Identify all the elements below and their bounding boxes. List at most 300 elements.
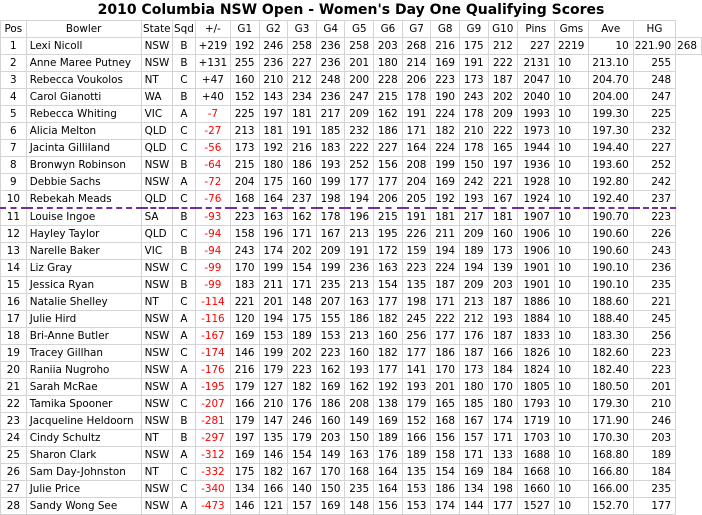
cell-g9: 242 xyxy=(460,174,489,191)
cell-pins: 1886 xyxy=(517,294,554,311)
cell-g5: 168 xyxy=(345,464,374,481)
cell-ave: 183.30 xyxy=(588,328,633,345)
cell-plus-minus: -281 xyxy=(195,413,230,430)
cell-state: VIC xyxy=(141,106,172,123)
cell-hg: 223 xyxy=(633,345,675,362)
cell-g9: 167 xyxy=(460,413,489,430)
cell-gms: 10 xyxy=(554,311,588,328)
cell-ave: 190.60 xyxy=(588,226,633,243)
cell-ave: 170.30 xyxy=(588,430,633,447)
cell-pos: 25 xyxy=(1,447,27,464)
table-row xyxy=(1,481,702,498)
cell-g10: 180 xyxy=(488,396,517,413)
table-row xyxy=(1,38,702,55)
cell-g3: 186 xyxy=(288,157,317,174)
cell-g3: 202 xyxy=(288,243,317,260)
header-sqd: Sqd xyxy=(172,21,195,38)
cell-pins: 1944 xyxy=(517,140,554,157)
cell-ave: 171.90 xyxy=(588,413,633,430)
cell-g2: 211 xyxy=(259,277,288,294)
cell-gms: 10 xyxy=(554,89,588,106)
cell-g10: 222 xyxy=(488,55,517,72)
cell-sqd: B xyxy=(172,277,195,294)
cell-hg: 177 xyxy=(633,498,675,515)
cell-g5: 222 xyxy=(345,140,374,157)
cell-state: NSW xyxy=(141,174,172,191)
cell-state: QLD xyxy=(141,123,172,140)
cell-sqd: A xyxy=(172,379,195,396)
cell-plus-minus: -94 xyxy=(195,243,230,260)
table-row xyxy=(1,498,702,515)
cell-g5: 163 xyxy=(345,447,374,464)
cell-g1: 179 xyxy=(230,379,259,396)
cell-g5: 162 xyxy=(345,379,374,396)
cell-g7: 179 xyxy=(402,396,431,413)
cell-g6: 172 xyxy=(374,243,403,260)
cell-plus-minus: -195 xyxy=(195,379,230,396)
header-bowler: Bowler xyxy=(26,21,141,38)
cell-g10: 198 xyxy=(488,481,517,498)
cell-state: NSW xyxy=(141,328,172,345)
cell-g8: 182 xyxy=(431,123,460,140)
cell-state: NSW xyxy=(141,260,172,277)
cell-gms: 10 xyxy=(554,294,588,311)
cell-g8: 222 xyxy=(431,311,460,328)
cell-g7: 223 xyxy=(402,260,431,277)
cell-g6: 228 xyxy=(374,72,403,89)
cell-bowler: Narelle Baker xyxy=(26,243,141,260)
cell-bowler: Liz Gray xyxy=(26,260,141,277)
cell-g4: 248 xyxy=(316,72,345,89)
table-row xyxy=(1,123,702,140)
cell-g7: 135 xyxy=(402,464,431,481)
cell-g4: 167 xyxy=(316,226,345,243)
cell-pos: 2 xyxy=(1,55,27,72)
cell-g3: 179 xyxy=(288,430,317,447)
cell-pos: 13 xyxy=(1,243,27,260)
cell-plus-minus: -312 xyxy=(195,447,230,464)
cell-g8: 170 xyxy=(431,362,460,379)
cell-hg: 210 xyxy=(633,396,675,413)
cell-g8: 165 xyxy=(431,396,460,413)
cell-g1: 146 xyxy=(230,345,259,362)
cell-pos: 4 xyxy=(1,89,27,106)
cell-g7: 268 xyxy=(402,38,431,55)
cell-pins: 1901 xyxy=(517,277,554,294)
cell-g7: 189 xyxy=(402,447,431,464)
cell-g1: 169 xyxy=(230,447,259,464)
cell-g8: 190 xyxy=(431,89,460,106)
cell-g8: 224 xyxy=(431,106,460,123)
cell-g5: 208 xyxy=(345,396,374,413)
cell-g5: 258 xyxy=(345,38,374,55)
cell-g9: 173 xyxy=(460,362,489,379)
cell-g8: 158 xyxy=(431,447,460,464)
cell-state: NSW xyxy=(141,498,172,515)
cell-g4: 186 xyxy=(316,396,345,413)
cell-hg: 227 xyxy=(633,140,675,157)
cell-g4: 203 xyxy=(316,430,345,447)
cell-g2: 163 xyxy=(259,208,288,226)
cell-gms: 10 xyxy=(554,140,588,157)
cell-g9: 169 xyxy=(460,464,489,481)
cell-g4: 207 xyxy=(316,294,345,311)
cell-g8: 174 xyxy=(431,498,460,515)
cell-g6: 156 xyxy=(374,157,403,174)
cell-g3: 154 xyxy=(288,260,317,277)
cell-plus-minus: -27 xyxy=(195,123,230,140)
cell-sqd: C xyxy=(172,226,195,243)
cell-g1: 169 xyxy=(230,328,259,345)
cell-g7: 164 xyxy=(402,140,431,157)
cell-bowler: Sam Day-Johnston xyxy=(26,464,141,481)
cell-g5: 213 xyxy=(345,226,374,243)
cell-g4: 162 xyxy=(316,362,345,379)
cell-ave: 204.70 xyxy=(588,72,633,89)
cell-g1: 134 xyxy=(230,481,259,498)
cell-g4: 183 xyxy=(316,140,345,157)
cell-g6: 189 xyxy=(374,430,403,447)
cell-gms: 10 xyxy=(554,413,588,430)
cell-g3: 246 xyxy=(288,413,317,430)
cell-ave: 197.30 xyxy=(588,123,633,140)
cell-g5: 191 xyxy=(345,243,374,260)
cell-sqd: C xyxy=(172,396,195,413)
cell-pins: 1793 xyxy=(517,396,554,413)
cell-state: NSW xyxy=(141,157,172,174)
cell-ave: 179.30 xyxy=(588,396,633,413)
header-state: State xyxy=(141,21,172,38)
cell-g3: 181 xyxy=(288,106,317,123)
cell-g3: 216 xyxy=(288,140,317,157)
cell-ave: 166.00 xyxy=(588,481,633,498)
cell-g1: 243 xyxy=(230,243,259,260)
cell-hg: 201 xyxy=(633,379,675,396)
cell-bowler: Raniia Nugroho xyxy=(26,362,141,379)
cell-g8: 186 xyxy=(431,345,460,362)
cell-ave: 192.40 xyxy=(588,191,633,209)
cell-ave: 182.60 xyxy=(588,345,633,362)
cell-g2: 146 xyxy=(259,447,288,464)
cell-g6: 195 xyxy=(374,226,403,243)
cell-g10: 177 xyxy=(488,498,517,515)
cell-plus-minus: -56 xyxy=(195,140,230,157)
cell-gms: 10 xyxy=(554,226,588,243)
cell-hg: 247 xyxy=(633,89,675,106)
cell-bowler: Hayley Taylor xyxy=(26,226,141,243)
cell-plus-minus: -64 xyxy=(195,157,230,174)
cell-plus-minus: -76 xyxy=(195,191,230,209)
cell-g5: 200 xyxy=(345,72,374,89)
cell-pos: 6 xyxy=(1,123,27,140)
cell-g8: 192 xyxy=(431,191,460,209)
cell-g4: 236 xyxy=(316,38,345,55)
header-g7: G7 xyxy=(402,21,431,38)
header-hg: HG xyxy=(633,21,675,38)
cell-plus-minus: -176 xyxy=(195,362,230,379)
cell-sqd: A xyxy=(172,447,195,464)
cell-g9: 134 xyxy=(460,481,489,498)
cell-pos: 20 xyxy=(1,362,27,379)
cell-g10: 166 xyxy=(488,345,517,362)
cell-ave: 194.40 xyxy=(588,140,633,157)
header-g3: G3 xyxy=(288,21,317,38)
table-row xyxy=(1,311,702,328)
cell-ave: 190.60 xyxy=(588,243,633,260)
cell-hg: 246 xyxy=(633,413,675,430)
cell-g1: 170 xyxy=(230,260,259,277)
cell-g6: 156 xyxy=(374,498,403,515)
cell-state: QLD xyxy=(141,226,172,243)
cell-g3: 175 xyxy=(288,311,317,328)
cell-g1: 255 xyxy=(230,55,259,72)
cell-g9: 185 xyxy=(460,396,489,413)
cell-g1: 166 xyxy=(230,396,259,413)
cell-g6: 177 xyxy=(374,294,403,311)
cell-ave: 199.30 xyxy=(588,106,633,123)
cell-hg: 223 xyxy=(633,362,675,379)
cell-g4: 160 xyxy=(316,413,345,430)
table-row xyxy=(1,89,702,106)
cell-sqd: B xyxy=(172,157,195,174)
header-g9: G9 xyxy=(460,21,489,38)
cell-g5: 247 xyxy=(345,89,374,106)
cell-plus-minus: -7 xyxy=(195,106,230,123)
cell-bowler: Anne Maree Putney xyxy=(26,55,141,72)
cell-state: QLD xyxy=(141,140,172,157)
cell-g7: 141 xyxy=(402,362,431,379)
cell-g10: 212 xyxy=(488,38,517,55)
table-row xyxy=(1,294,702,311)
cell-g3: 202 xyxy=(288,345,317,362)
cell-g6: 164 xyxy=(374,481,403,498)
cell-g8: 168 xyxy=(431,413,460,430)
cell-pos: 19 xyxy=(1,345,27,362)
cell-g4: 185 xyxy=(316,123,345,140)
cell-g9: 194 xyxy=(460,260,489,277)
cell-ave: 180.50 xyxy=(588,379,633,396)
cell-g2: 180 xyxy=(259,157,288,174)
cell-sqd: A xyxy=(172,362,195,379)
cell-pins: 1928 xyxy=(517,174,554,191)
cell-sqd: C xyxy=(172,140,195,157)
cell-sqd: B xyxy=(172,413,195,430)
header-row xyxy=(1,21,702,38)
cell-ave: 190.70 xyxy=(588,208,633,226)
cell-bowler: Tracey Gillhan xyxy=(26,345,141,362)
cell-gms: 10 xyxy=(554,123,588,140)
cell-hg: 225 xyxy=(633,106,675,123)
cell-g7: 152 xyxy=(402,413,431,430)
cell-bowler: Rebecca Whiting xyxy=(26,106,141,123)
cell-ave: 166.80 xyxy=(588,464,633,481)
cell-pos: 7 xyxy=(1,140,27,157)
cell-pins: 1901 xyxy=(517,260,554,277)
cell-hg: 248 xyxy=(633,72,675,89)
cell-g10: 187 xyxy=(488,72,517,89)
cell-sqd: A xyxy=(172,328,195,345)
cell-g2: 179 xyxy=(259,362,288,379)
cell-state: NSW xyxy=(141,481,172,498)
cell-sqd: B xyxy=(172,430,195,447)
cell-bowler: Cindy Schultz xyxy=(26,430,141,447)
cell-hg: 243 xyxy=(633,243,675,260)
cell-g8: 171 xyxy=(431,294,460,311)
cell-g2: 182 xyxy=(259,464,288,481)
cell-g8: 201 xyxy=(431,379,460,396)
cell-g1: 175 xyxy=(230,464,259,481)
cell-g9: 217 xyxy=(460,208,489,226)
header-pos: Pos xyxy=(1,21,27,38)
cell-hg: 232 xyxy=(633,123,675,140)
cell-g7: 245 xyxy=(402,311,431,328)
cell-g3: 212 xyxy=(288,72,317,89)
cell-gms: 10 xyxy=(554,277,588,294)
cell-g7: 198 xyxy=(402,294,431,311)
cell-g7: 208 xyxy=(402,157,431,174)
cell-state: NSW xyxy=(141,447,172,464)
cell-plus-minus: -473 xyxy=(195,498,230,515)
cell-g1: 213 xyxy=(230,123,259,140)
cell-hg: 255 xyxy=(633,55,675,72)
cell-gms: 10 xyxy=(554,106,588,123)
cell-g9: 150 xyxy=(460,157,489,174)
cell-g1: 168 xyxy=(230,191,259,209)
cell-gms: 10 xyxy=(554,243,588,260)
cell-g1: 179 xyxy=(230,413,259,430)
cell-ave: 190.10 xyxy=(588,260,633,277)
cell-bowler: Julie Hird xyxy=(26,311,141,328)
cell-g5: 160 xyxy=(345,345,374,362)
cell-g9: 157 xyxy=(460,430,489,447)
cell-g4: 199 xyxy=(316,174,345,191)
cell-g9: 243 xyxy=(460,89,489,106)
cell-sqd: C xyxy=(172,464,195,481)
cell-g1: 120 xyxy=(230,311,259,328)
cell-g2: 166 xyxy=(259,481,288,498)
cell-g4: 235 xyxy=(316,277,345,294)
cell-g7: 166 xyxy=(402,430,431,447)
cell-ave: 152.70 xyxy=(588,498,633,515)
cell-g2: 194 xyxy=(259,311,288,328)
cell-g2: 199 xyxy=(259,345,288,362)
cell-g10: 171 xyxy=(488,430,517,447)
cell-bowler: Sarah McRae xyxy=(26,379,141,396)
cell-g8: 211 xyxy=(431,226,460,243)
cell-gms: 10 xyxy=(554,447,588,464)
cell-bowler: Bri-Anne Butler xyxy=(26,328,141,345)
cell-state: NSW xyxy=(141,55,172,72)
cell-g7: 256 xyxy=(402,328,431,345)
cell-g4: 150 xyxy=(316,481,345,498)
cell-g5: 252 xyxy=(345,157,374,174)
cell-g9: 173 xyxy=(460,72,489,89)
cell-g10: 181 xyxy=(488,208,517,226)
cell-g6: 182 xyxy=(374,345,403,362)
cell-state: NSW xyxy=(141,396,172,413)
cell-sqd: C xyxy=(172,72,195,89)
cell-g8: 186 xyxy=(431,481,460,498)
cell-pins: 1719 xyxy=(517,413,554,430)
cell-state: NSW xyxy=(141,38,172,55)
cell-gms: 10 xyxy=(554,191,588,209)
cell-g3: 234 xyxy=(288,89,317,106)
cell-g3: 189 xyxy=(288,328,317,345)
cell-state: NT xyxy=(141,430,172,447)
cell-g10: 174 xyxy=(488,413,517,430)
header-g1: G1 xyxy=(230,21,259,38)
cell-plus-minus: -340 xyxy=(195,481,230,498)
cell-g8: 177 xyxy=(431,328,460,345)
cell-g9: 178 xyxy=(460,106,489,123)
cell-g4: 153 xyxy=(316,328,345,345)
cell-g8: 223 xyxy=(431,72,460,89)
cell-g3: 154 xyxy=(288,447,317,464)
cell-g4: 236 xyxy=(316,89,345,106)
cell-g6: 154 xyxy=(374,277,403,294)
cell-pos: 10 xyxy=(1,191,27,209)
cell-g10: 133 xyxy=(488,447,517,464)
cell-g3: 140 xyxy=(288,481,317,498)
table-row xyxy=(1,345,702,362)
cell-sqd: B xyxy=(172,243,195,260)
cell-pos: 22 xyxy=(1,396,27,413)
cell-g6: 160 xyxy=(374,328,403,345)
cell-g1: 152 xyxy=(230,89,259,106)
cell-hg: 221.90 xyxy=(633,38,675,55)
cell-g2: 201 xyxy=(259,294,288,311)
cell-g10: 209 xyxy=(488,106,517,123)
cell-pins: 1907 xyxy=(517,208,554,226)
table-row xyxy=(1,191,702,209)
cell-pos: 1 xyxy=(1,38,27,55)
cell-g8: 169 xyxy=(431,55,460,72)
cell-state: WA xyxy=(141,89,172,106)
cell-g7: 191 xyxy=(402,208,431,226)
table-row xyxy=(1,72,702,89)
cell-g2: 121 xyxy=(259,498,288,515)
cell-state: NT xyxy=(141,72,172,89)
cell-g6: 227 xyxy=(374,140,403,157)
cell-ave: 182.40 xyxy=(588,362,633,379)
cell-plus-minus: -174 xyxy=(195,345,230,362)
cell-sqd: A xyxy=(172,498,195,515)
cell-gms: 10 xyxy=(554,362,588,379)
cell-bowler: Bronwyn Robinson xyxy=(26,157,141,174)
cell-g9: 187 xyxy=(460,345,489,362)
table-row xyxy=(1,174,702,191)
cell-g10: 184 xyxy=(488,464,517,481)
cell-gms: 10 xyxy=(554,72,588,89)
cell-hg: 235 xyxy=(633,481,675,498)
cell-pins: 1668 xyxy=(517,464,554,481)
cell-g10: 165 xyxy=(488,140,517,157)
table-row xyxy=(1,447,702,464)
cell-g2: 197 xyxy=(259,106,288,123)
cell-g1: 160 xyxy=(230,72,259,89)
cell-pos: 17 xyxy=(1,311,27,328)
cell-pins: 227 xyxy=(517,38,554,55)
header-gms: Gms xyxy=(554,21,588,38)
cell-pos: 23 xyxy=(1,413,27,430)
table-row xyxy=(1,379,702,396)
cell-hg: 235 xyxy=(633,277,675,294)
cell-g7: 178 xyxy=(402,89,431,106)
cell-g1: 197 xyxy=(230,430,259,447)
cell-g6: 206 xyxy=(374,191,403,209)
cell-g3: 171 xyxy=(288,226,317,243)
cell-g1: 192 xyxy=(230,38,259,55)
